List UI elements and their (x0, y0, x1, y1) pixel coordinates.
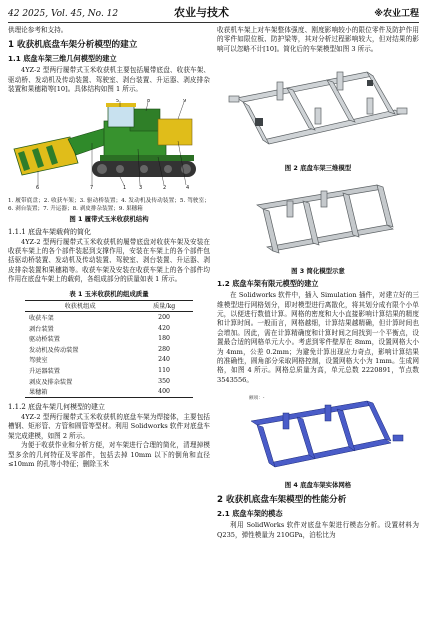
right-column (217, 26, 419, 540)
mesh-model (217, 389, 419, 475)
paragraph: 4YZ-2 型两行履带式玉米收获机的履带底盘对收获车架及安装在收获车架上的各个部件装起到支撑作用，安装在车架上的各个部件包括驱动桥装置、发动机及传动装置、驾驶室、剥台装置、升运器、剥皮排杂装置和果穗箱等。收获车架及安装在收获车架上的各个部件均作用在底盘车架上的载荷，各组成部分的质量如表 1 所示。 (8, 237, 210, 284)
subsection-heading: 1.1 底盘车架三维几何模型的建立 (8, 54, 117, 64)
running-header (8, 6, 419, 23)
subsubsection-heading: 1.1.2 底盘车架几何模型的建立 (8, 403, 106, 411)
paragraph: 4YZ-2 型两行履带式玉米收获机主要包括履带底盘、收获车架、驱动桥、发动机及传动装置、驾驶室、剥台装置、升运器、剥皮排杂装置和果穗箱等[10]。具体结构如图 1 所示。 (8, 66, 210, 94)
table-cell: 400 (158, 388, 170, 396)
paragraph: 为便于收获作业和分析方便，对车架进行合理的简化，清理掉模型多余的几何特征及零部件，包括去掉 10mm 以下的倒角和直径≤10mm 的孔等小特征；删除玉米 (8, 441, 210, 469)
table-cell: 110 (158, 367, 170, 375)
table-header-cell: 收获机组成 (64, 303, 96, 311)
callout-5: 5 (116, 98, 120, 104)
table-row (25, 323, 193, 334)
callout-3: 3 (139, 184, 143, 191)
figure-3-caption: 图 3 简化模型示意 (291, 267, 345, 276)
table-row (25, 376, 193, 387)
figure-1-legend: 1. 履带底盘；2. 收获车架；3. 驱动桥装置；4. 发动机及传动装置；5. 驾驶室；6. 剥台装置；7. 升运器；8. 剥皮排杂装置；9. 果穗箱 (8, 197, 210, 212)
table-row (25, 344, 193, 355)
table-cell: 240 (158, 356, 170, 364)
table-header-row (25, 300, 193, 312)
table-cell: 280 (158, 345, 170, 353)
callout-7: 7 (90, 184, 94, 191)
table-cell: 驱动桥装置 (29, 336, 60, 344)
table-row (25, 365, 193, 376)
table-cell: 收获车架 (29, 315, 54, 323)
callout-4: 4 (186, 184, 190, 191)
table-row (25, 312, 193, 323)
chassis-3d-model (217, 58, 419, 158)
table-cell: 剥皮及排杂装置 (29, 378, 73, 386)
table-header-cell: 质量/kg (153, 303, 176, 311)
figure-1 (8, 99, 210, 224)
table-cell: 420 (158, 324, 170, 332)
table-row (25, 355, 193, 366)
figure-1-caption: 图 1 履带式玉米收获机结构 (69, 214, 149, 223)
table-cell: 180 (158, 335, 170, 343)
journal-title: 农业与技术 (174, 6, 229, 19)
section-heading: 2 收获机底盘车架模型的性能分析 (217, 495, 347, 506)
table-cell: 升运器装置 (29, 368, 60, 376)
callout-8: 8 (147, 98, 151, 104)
paragraph: 供理论参考和支持。 (8, 26, 68, 34)
page-number-and-volume: 42 2025, Vol. 45, No. 12 (8, 9, 119, 19)
table-cell: 350 (158, 377, 170, 385)
table-cell: 剥台装置 (29, 325, 54, 333)
table-cell: 果穗箱 (29, 389, 48, 397)
table-cell: 200 (158, 314, 170, 322)
left-column (8, 26, 210, 469)
harvester-illustration (8, 99, 210, 191)
section-label: ※农业工程 (374, 9, 419, 19)
mass-table (25, 300, 193, 398)
paragraph: 4YZ-2 型两行履带式玉米收获机的底盘车架为焊接体，主要包括槽钢、矩形管、方管和圆管等型材。利用 Solidworks 软件对底盘车架完成建模，如图 2 所示。 (8, 413, 210, 440)
figure-2 (217, 58, 419, 173)
simplified-model (217, 177, 419, 261)
table-row (25, 333, 193, 344)
callout-2: 2 (163, 184, 167, 191)
subsection-heading: 2.1 底盘车架的模态 (217, 509, 283, 519)
subsection-heading: 1.2 底盘车架有限元模型的建立 (217, 279, 319, 289)
callout-1: 1 (123, 184, 127, 191)
table-cell: 驾驶室 (29, 357, 48, 365)
figure-3 (217, 177, 419, 276)
section-heading: 1 收获机底盘车架分析模型的建立 (8, 40, 138, 51)
figure-4-caption: 图 4 底盘车架实体网格 (284, 481, 352, 490)
table-cell: 发动机及传动装置 (29, 346, 79, 354)
callout-6: 6 (36, 184, 40, 191)
table-1-caption: 表 1 玉米收获机的组成质量 (69, 289, 149, 298)
paragraph: 收获机车架上对车架整体强度、刚度影响较小的限位零件及防护作用的零件如限位板、防护梁等，其对分析过程影响较大，但对结果的影响可以忽略不计[10]。简化后的车架模型如图 3 所示。 (217, 26, 419, 53)
subsubsection-heading: 1.1.1 底盘车架载荷的简化 (8, 227, 92, 236)
paragraph: 在 Solidworks 软件中，插入 Simulation 插件，对建立好的三维模型进行网格划分，即对模型进行离散化，将其划分成有限个小单元，以便进行数值计算。网格的密度和大小直接影响计算结果的精度和计算时间。一般而言，网格越细，计算结果越精确，但计算时间也会增加。因此，需在计算精确度和计算时间之间找到一个平衡点，设置最合适的网格单元大小。考虑到零件壁厚在 8mm，设置网格大小为 4mm，公差 0.2mm；为避免计算出现应力奇点，影响计算结果的准确性，圆角部分采取网格控制，设置网格大小为 1mm。生成网格，如图 4 所示。网格总质量为高，单元总数 2220891，节点数 3543556。 (217, 291, 419, 384)
mesh-label: 额项：- (249, 396, 265, 402)
table-row (25, 386, 193, 397)
callout-9: 9 (183, 98, 187, 104)
figure-4 (217, 389, 419, 490)
figure-2-caption: 图 2 底盘车架三维模型 (284, 164, 352, 173)
paragraph: 利用 SolidWorks 软件对底盘车架进行模态分析。设置材料为 Q235，弹性模量为 210GPa，泊松比为 (217, 521, 419, 539)
